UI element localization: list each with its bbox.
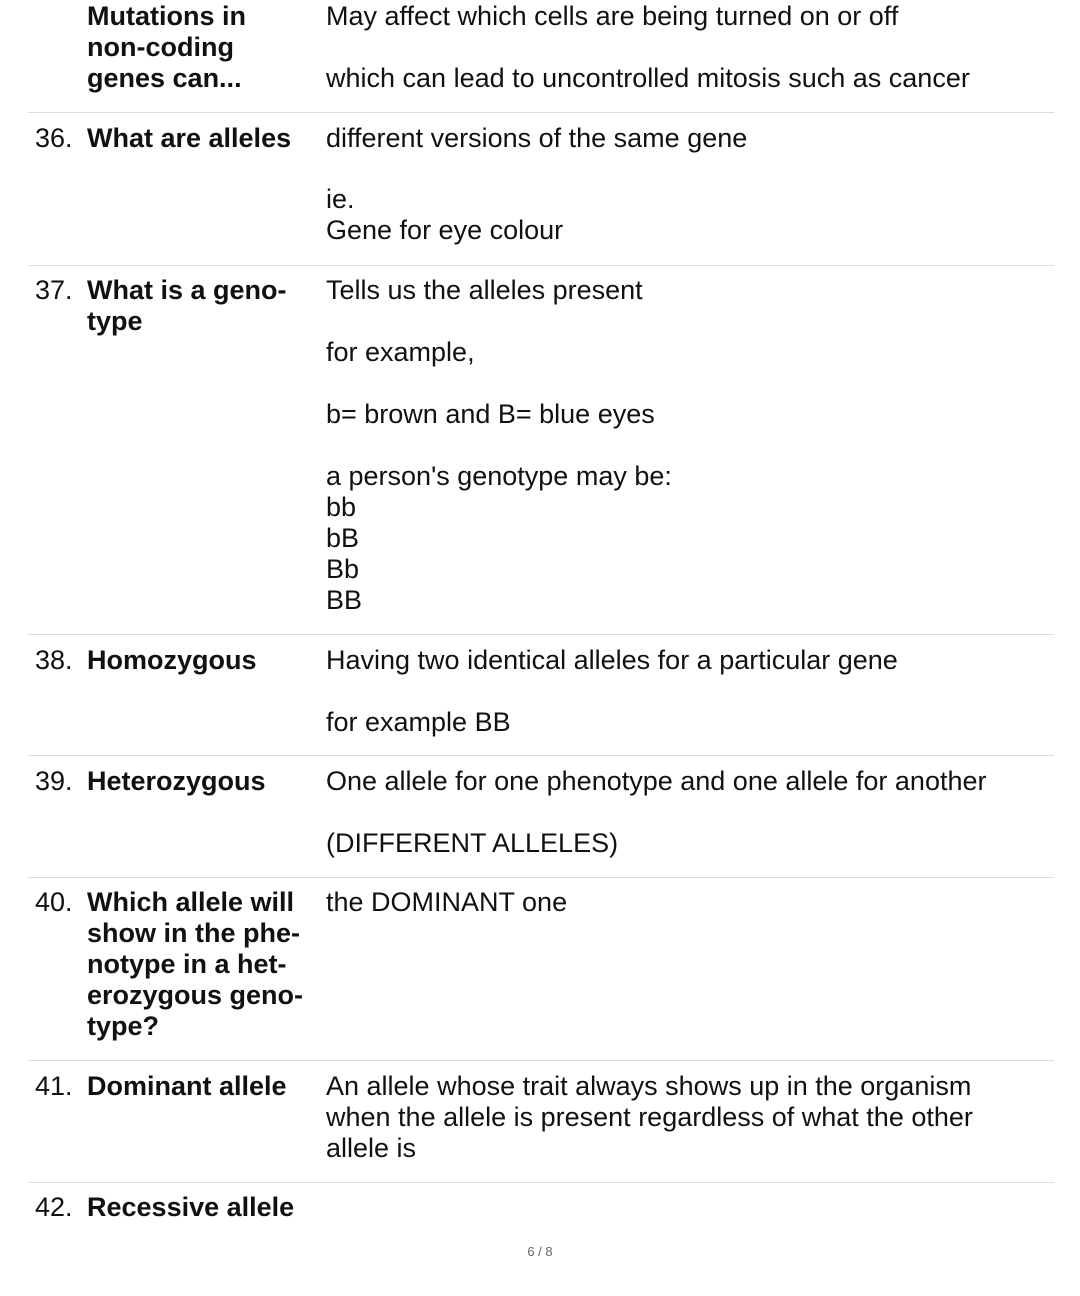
- definition-text: ie.: [326, 184, 355, 214]
- term-line: type?: [87, 1011, 160, 1041]
- definition: [326, 275, 1046, 616]
- flashcard-row: [28, 0, 1054, 113]
- term: [87, 1, 317, 94]
- flashcard-row: [28, 113, 1054, 266]
- definition-text: which can lead to uncontrolled mitosis such as cancer: [326, 63, 970, 93]
- term: [87, 123, 317, 154]
- definition-text: (DIFFERENT ALLELES): [326, 828, 619, 858]
- definition-text: BB: [326, 585, 363, 615]
- definition-text: b= brown and B= blue eyes: [326, 399, 655, 429]
- definition-text: bb: [326, 492, 357, 522]
- card-number: 36.: [35, 123, 73, 153]
- term-line: Homozygous: [87, 645, 257, 675]
- definition: [326, 887, 1046, 918]
- definition-text: One allele for one phenotype and one allele for another: [326, 766, 987, 796]
- definition: [326, 766, 1046, 859]
- term: [87, 766, 317, 797]
- term: [87, 887, 317, 1042]
- card-number: 37.: [35, 275, 73, 305]
- term-line: notype in a het-: [87, 949, 287, 979]
- definition-text: Gene for eye colour: [326, 215, 564, 245]
- term-line: show in the phe-: [87, 918, 300, 948]
- term-line: erozygous geno-: [87, 980, 304, 1010]
- flashcard-row: [28, 266, 1054, 635]
- flashcard-row: [28, 1183, 1054, 1243]
- definition-text: Tells us the alleles present: [326, 275, 643, 305]
- card-number: 40.: [35, 887, 73, 917]
- flashcard-row: [28, 1061, 1054, 1183]
- definition-text: bB: [326, 523, 360, 553]
- term: [87, 1192, 317, 1223]
- definition-text: different versions of the same gene: [326, 123, 748, 153]
- definition: [326, 645, 1046, 738]
- term-line: Mutations in: [87, 1, 246, 31]
- page-number: 6 / 8: [527, 1244, 553, 1259]
- definition-text: for example,: [326, 337, 475, 367]
- definition-text: May affect which cells are being turned on or off: [326, 1, 899, 31]
- term-line: Which allele will: [87, 887, 295, 917]
- term-line: type: [87, 306, 143, 336]
- term-line: non-coding: [87, 32, 234, 62]
- card-number: 38.: [35, 645, 73, 675]
- term-line: What is a geno-: [87, 275, 287, 305]
- flashcard-row: [28, 756, 1054, 878]
- term-line: Recessive allele: [87, 1192, 295, 1222]
- flashcard-row: [28, 878, 1054, 1061]
- definition-text: An allele whose trait always shows up in the organism when the allele is present regardless of what the other allele is: [326, 1071, 973, 1163]
- term-line: genes can...: [87, 63, 242, 93]
- card-number: 39.: [35, 766, 73, 796]
- card-number: 42.: [35, 1192, 73, 1222]
- definition-text: a person's genotype may be:: [326, 461, 672, 491]
- term-line: Heterozygous: [87, 766, 266, 796]
- term-line: What are alleles: [87, 123, 292, 153]
- term: [87, 275, 317, 337]
- definition-text: Bb: [326, 554, 360, 584]
- term-line: Dominant allele: [87, 1071, 287, 1101]
- definition: [326, 1071, 1046, 1164]
- definition: [326, 123, 1046, 246]
- card-number: 41.: [35, 1071, 73, 1101]
- definition: [326, 1, 1046, 94]
- term: [87, 645, 317, 676]
- definition-text: for example BB: [326, 707, 511, 737]
- term: [87, 1071, 317, 1102]
- definition-text: the DOMINANT one: [326, 887, 568, 917]
- definition-text: Having two identical alleles for a particular gene: [326, 645, 898, 675]
- flashcard-row: [28, 635, 1054, 756]
